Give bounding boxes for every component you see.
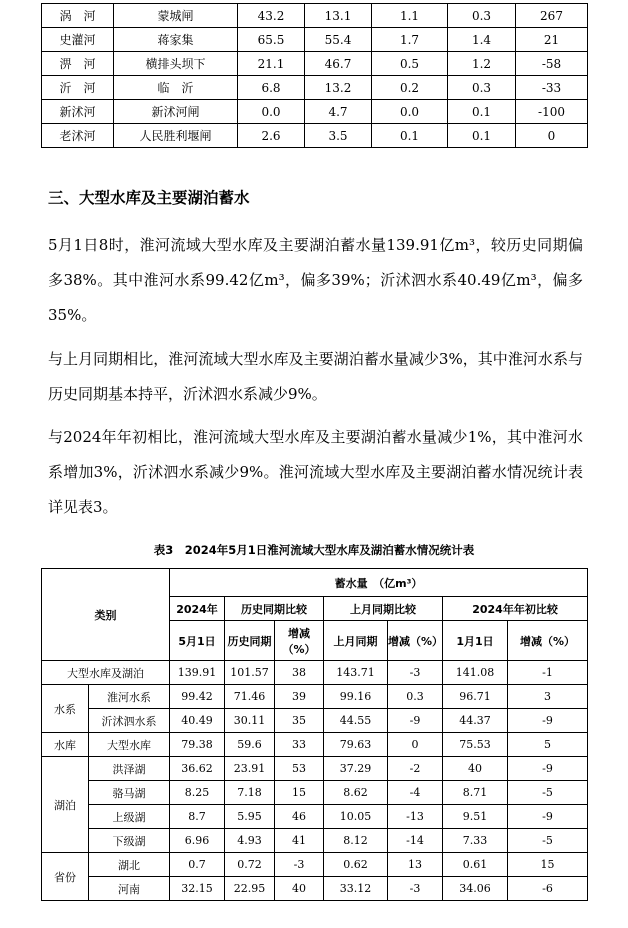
table-cell: 33 <box>275 733 324 757</box>
table-cell: 22.95 <box>225 877 275 901</box>
table-cell: 37.29 <box>324 757 388 781</box>
table-cell: 4.7 <box>305 100 372 124</box>
table-cell: 38 <box>275 661 324 685</box>
table-cell: 99.42 <box>170 685 225 709</box>
table-cell: -6 <box>508 877 588 901</box>
table-cell: 0.72 <box>225 853 275 877</box>
table-cell: 1.2 <box>448 52 516 76</box>
reservoir-storage-table <box>41 568 588 901</box>
table-cell: 8.7 <box>170 805 225 829</box>
table-cell: 99.16 <box>324 685 388 709</box>
table-cell: 40 <box>275 877 324 901</box>
table-cell: 30.11 <box>225 709 275 733</box>
table-cell: 蒋家集 <box>114 28 238 52</box>
table-cell: -9 <box>508 805 588 829</box>
table-cell: 10.05 <box>324 805 388 829</box>
table-cell: 53 <box>275 757 324 781</box>
header-change-pct-3: 增减（%） <box>508 621 588 661</box>
table-row <box>42 4 588 28</box>
table-cell: 23.91 <box>225 757 275 781</box>
table-cell: 0 <box>388 733 443 757</box>
table-cell: 13.2 <box>305 76 372 100</box>
header-category: 类别 <box>42 569 170 661</box>
table-cell: 55.4 <box>305 28 372 52</box>
table-cell: 横排头坝下 <box>114 52 238 76</box>
table-cell: 0.3 <box>448 4 516 28</box>
table-cell: 96.71 <box>443 685 508 709</box>
table-cell: 15 <box>508 853 588 877</box>
paragraph-year-compare: 与2024年年初相比，淮河流域大型水库及主要湖泊蓄水量减少1%，其中淮河水系增加3%，沂沭泗水系减少9%。淮河流域大型水库及主要湖泊蓄水情况统计表详见表3。 <box>48 428 583 516</box>
table-cell: 79.63 <box>324 733 388 757</box>
table-row <box>42 100 588 124</box>
table-cell: -3 <box>388 661 443 685</box>
table-row <box>42 877 588 901</box>
table-cell: -13 <box>388 805 443 829</box>
table-cell: -58 <box>516 52 588 76</box>
table-cell: 临 沂 <box>114 76 238 100</box>
river-flow-table <box>41 3 588 148</box>
table-cell: 36.62 <box>170 757 225 781</box>
table-cell: -33 <box>516 76 588 100</box>
table-cell: 141.08 <box>443 661 508 685</box>
table-cell: 0.1 <box>448 100 516 124</box>
header-last-month-period: 上月同期 <box>324 621 388 661</box>
table-row <box>42 28 588 52</box>
table-row <box>42 76 588 100</box>
table-cell: 0.3 <box>388 685 443 709</box>
table-cell: 267 <box>516 4 588 28</box>
table-cell: 8.25 <box>170 781 225 805</box>
table-cell: 淠 河 <box>42 52 114 76</box>
row-label: 大型水库 <box>89 733 170 757</box>
table-cell: 1.1 <box>372 4 448 28</box>
table-row <box>42 829 588 853</box>
table-cell: 新沭河闸 <box>114 100 238 124</box>
table-cell: 13 <box>388 853 443 877</box>
table-cell: 143.71 <box>324 661 388 685</box>
row-label: 沂沭泗水系 <box>89 709 170 733</box>
table-cell: 32.15 <box>170 877 225 901</box>
table-cell: 41 <box>275 829 324 853</box>
header-jan1: 1月1日 <box>443 621 508 661</box>
table-cell: 0.2 <box>372 76 448 100</box>
header-change-pct-1: 增减（%） <box>275 621 324 661</box>
table-cell: 0.5 <box>372 52 448 76</box>
table-cell: 21 <box>516 28 588 52</box>
table-cell: -100 <box>516 100 588 124</box>
paragraph-storage-summary: 5月1日8时，淮河流域大型水库及主要湖泊蓄水量139.91亿m³，较历史同期偏多38%。其中淮河水系99.42亿m³，偏多39%；沂沭泗水系40.49亿m³，偏多35%。 <box>48 236 583 324</box>
table-row <box>42 685 588 709</box>
table-cell: -2 <box>388 757 443 781</box>
table-cell: -3 <box>388 877 443 901</box>
table-cell: 5.95 <box>225 805 275 829</box>
section-heading: 三、大型水库及主要湖泊蓄水 <box>48 189 250 207</box>
table-row <box>42 805 588 829</box>
table-cell: 9.51 <box>443 805 508 829</box>
row-label: 河南 <box>89 877 170 901</box>
table-row <box>42 709 588 733</box>
row-label: 上级湖 <box>89 805 170 829</box>
table-cell: 0.0 <box>372 100 448 124</box>
table-cell: 46 <box>275 805 324 829</box>
table-cell: 79.38 <box>170 733 225 757</box>
table-cell: 0.61 <box>443 853 508 877</box>
table-cell: 33.12 <box>324 877 388 901</box>
table-cell: 65.5 <box>238 28 305 52</box>
table-cell: 0.1 <box>448 124 516 148</box>
table-cell: 6.96 <box>170 829 225 853</box>
table-cell: 44.55 <box>324 709 388 733</box>
group-label: 省份 <box>42 853 89 901</box>
table-cell: 71.46 <box>225 685 275 709</box>
table-cell: 0.7 <box>170 853 225 877</box>
table-row <box>42 52 588 76</box>
table-cell: 8.62 <box>324 781 388 805</box>
table-cell: 老沭河 <box>42 124 114 148</box>
table-cell: -5 <box>508 781 588 805</box>
table-cell: 3.5 <box>305 124 372 148</box>
row-label: 大型水库及湖泊 <box>42 661 170 685</box>
table-cell: 0 <box>516 124 588 148</box>
table-cell: 0.62 <box>324 853 388 877</box>
table-cell: 34.06 <box>443 877 508 901</box>
table-cell: 40 <box>443 757 508 781</box>
table-cell: 涡 河 <box>42 4 114 28</box>
table-row <box>42 853 588 877</box>
table-cell: -14 <box>388 829 443 853</box>
group-label: 水系 <box>42 685 89 733</box>
row-label: 骆马湖 <box>89 781 170 805</box>
table-cell: 5 <box>508 733 588 757</box>
table-cell: 35 <box>275 709 324 733</box>
table-row <box>42 124 588 148</box>
header-last-month-compare: 上月同期比较 <box>324 597 443 621</box>
table-cell: 39 <box>275 685 324 709</box>
row-label: 湖北 <box>89 853 170 877</box>
table-cell: -1 <box>508 661 588 685</box>
row-label: 淮河水系 <box>89 685 170 709</box>
table-cell: -9 <box>388 709 443 733</box>
table-cell: 4.93 <box>225 829 275 853</box>
table-row <box>42 733 588 757</box>
header-hist-period: 历史同期 <box>225 621 275 661</box>
header-hist-compare: 历史同期比较 <box>225 597 324 621</box>
table-cell: 新沭河 <box>42 100 114 124</box>
header-storage: 蓄水量 （亿m³） <box>170 569 588 597</box>
row-label: 洪泽湖 <box>89 757 170 781</box>
table-row <box>42 781 588 805</box>
header-change-pct-2: 增减（%） <box>388 621 443 661</box>
table-cell: 43.2 <box>238 4 305 28</box>
table-cell: 101.57 <box>225 661 275 685</box>
header-year-2024: 2024年 <box>170 597 225 621</box>
table-cell: -4 <box>388 781 443 805</box>
table-cell: -5 <box>508 829 588 853</box>
table-cell: 2.6 <box>238 124 305 148</box>
table-cell: 1.4 <box>448 28 516 52</box>
group-label: 水库 <box>42 733 89 757</box>
table-cell: 59.6 <box>225 733 275 757</box>
table-cell: 3 <box>508 685 588 709</box>
table-cell: 46.7 <box>305 52 372 76</box>
table-cell: -3 <box>275 853 324 877</box>
header-may1: 5月1日 <box>170 621 225 661</box>
table-cell: 0.0 <box>238 100 305 124</box>
table-cell: 人民胜利堰闸 <box>114 124 238 148</box>
table-cell: -9 <box>508 709 588 733</box>
table-cell: 75.53 <box>443 733 508 757</box>
table-cell: 139.91 <box>170 661 225 685</box>
table-cell: 21.1 <box>238 52 305 76</box>
table-cell: 沂 河 <box>42 76 114 100</box>
paragraph-month-compare: 与上月同期相比，淮河流域大型水库及主要湖泊蓄水量减少3%，其中淮河水系与历史同期基本持平，沂沭泗水系减少9%。 <box>48 350 583 403</box>
table-cell: -9 <box>508 757 588 781</box>
table-cell: 0.3 <box>448 76 516 100</box>
table-cell: 蒙城闸 <box>114 4 238 28</box>
table-cell: 8.12 <box>324 829 388 853</box>
table-cell: 44.37 <box>443 709 508 733</box>
table-cell: 8.71 <box>443 781 508 805</box>
table3-caption: 表3 2024年5月1日淮河流域大型水库及湖泊蓄水情况统计表 <box>153 543 475 557</box>
table-row <box>42 661 588 685</box>
table-cell: 6.8 <box>238 76 305 100</box>
table-cell: 15 <box>275 781 324 805</box>
table-cell: 7.33 <box>443 829 508 853</box>
table-cell: 1.7 <box>372 28 448 52</box>
table-cell: 史灌河 <box>42 28 114 52</box>
table-row <box>42 757 588 781</box>
row-label: 下级湖 <box>89 829 170 853</box>
table-cell: 13.1 <box>305 4 372 28</box>
header-year-start-compare: 2024年年初比较 <box>443 597 588 621</box>
table-cell: 0.1 <box>372 124 448 148</box>
table-cell: 7.18 <box>225 781 275 805</box>
group-label: 湖泊 <box>42 757 89 853</box>
table-cell: 40.49 <box>170 709 225 733</box>
